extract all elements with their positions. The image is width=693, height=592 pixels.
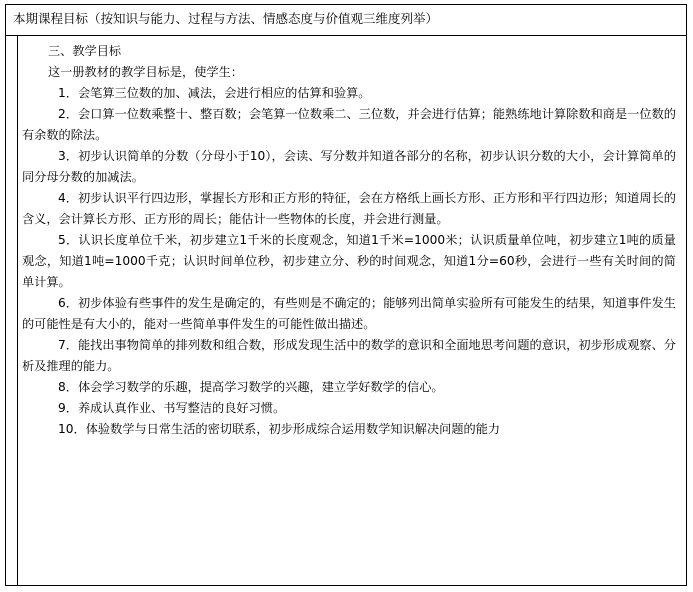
content-cell (6, 36, 686, 585)
goal-item-1: 1．会笔算三位数的加、减法，会进行相应的估算和验算。 (58, 86, 371, 100)
goal-item-8: 8．体会学习数学的乐趣，提高学习数学的兴趣，建立学好数学的信心。 (58, 380, 444, 394)
intro-text: 这一册教材的教学目标是，使学生： (48, 65, 243, 79)
section-title: 三、教学目标 (48, 44, 122, 58)
goal-item-2: 2．会口算一位数乘整十、整百数；会笔算一位数乘二、三位数，并会进行估算；能熟练地计算除数和商是一位数的有余数的除法。 (22, 107, 676, 142)
goal-item-7: 7．能找出事物简单的排列数和组合数，形成发现生活中的数学的意识和全面地思考问题的意识，初步形成观察、分析及推理的能力。 (22, 338, 676, 373)
goal-item-10: 10．体验数学与日常生活的密切联系，初步形成综合运用数学知识解决问题的能力 (58, 422, 501, 436)
content-body (17, 36, 686, 585)
goal-item-5: 5．认识长度单位千米，初步建立1千米的长度观念，知道1千米=1000米；认识质量单位吨，初步建立1吨的质量观念，知道1吨=1000千克；认识时间单位秒，初步建立分、秒的时间观念，知道1分=60秒，会进行一些有关时间的简单计算。 (22, 233, 676, 289)
course-goals-table (5, 4, 687, 586)
goal-item-9: 9．养成认真作业、书写整洁的良好习惯。 (58, 401, 286, 415)
goal-item-4: 4．初步认识平行四边形，掌握长方形和正方形的特征，会在方格纸上画长方形、正方形和平行四边形；知道周长的含义，会计算长方形、正方形的周长；能估计一些物体的长度，并会进行测量。 (22, 191, 676, 226)
goal-item-3: 3．初步认识简单的分数（分母小于10），会读、写分数并知道各部分的名称，初步认识分数的大小，会计算简单的同分母分数的加减法。 (22, 149, 676, 184)
goal-item-6: 6．初步体验有些事件的发生是确定的，有些则是不确定的；能够列出简单实验所有可能发生的结果，知道事件发生的可能性是有大小的，能对一些简单事件发生的可能性做出描述。 (22, 296, 676, 331)
table-header (6, 5, 686, 36)
header-title: 本期课程目标（按知识与能力、过程与方法、情感态度与价值观三维度列举） (13, 11, 439, 26)
